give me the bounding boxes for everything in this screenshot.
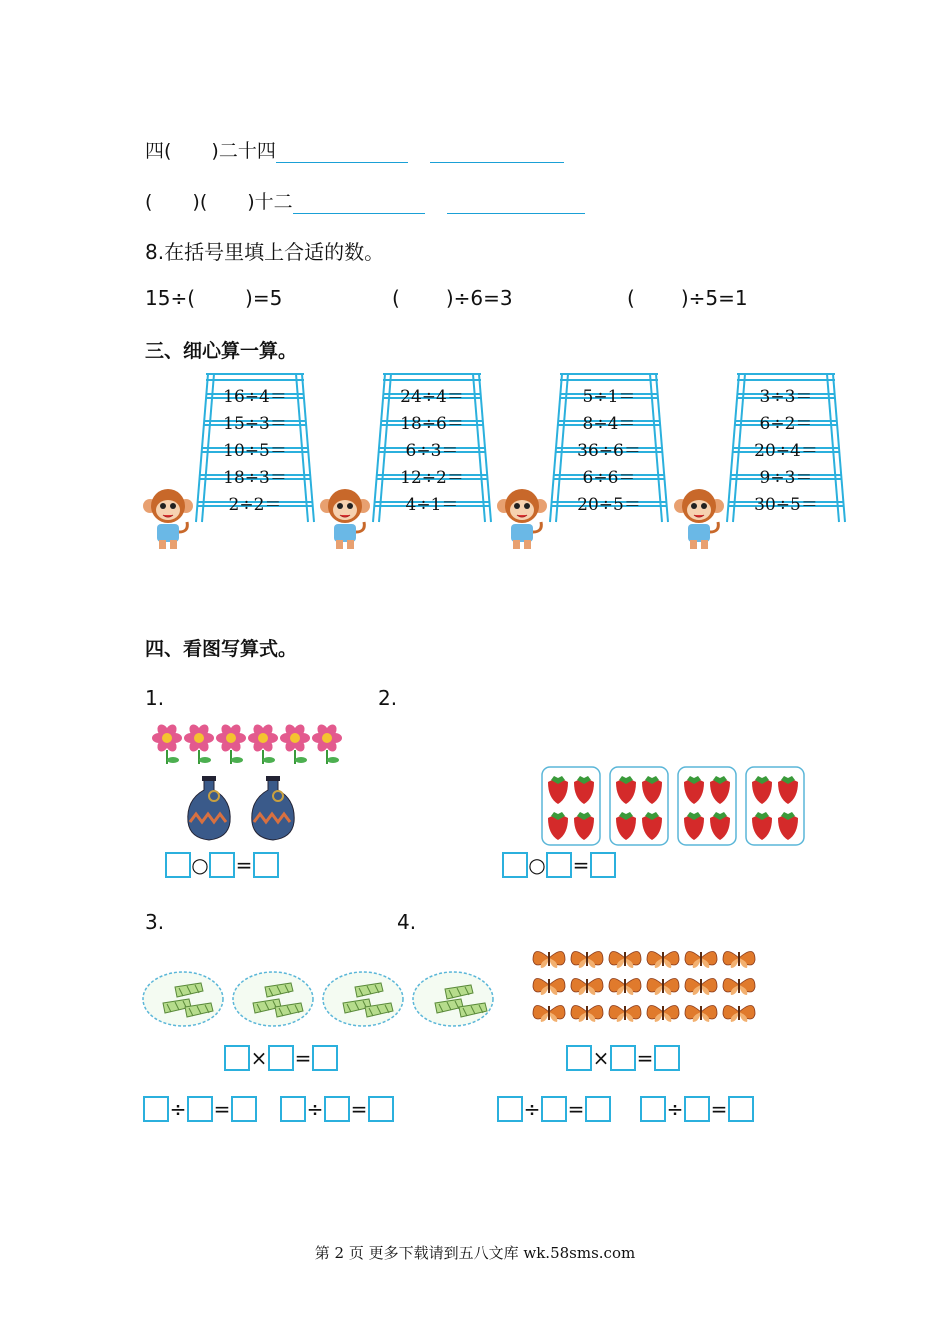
- equation-row-q3-div-1: [143, 1096, 257, 1122]
- answer-box[interactable]: [268, 1045, 294, 1071]
- butterfly-icon: [647, 1005, 679, 1022]
- answer-box[interactable]: [224, 1045, 250, 1071]
- butterfly-icon: [609, 951, 641, 968]
- equation-row-q3-div-2: [280, 1096, 394, 1122]
- ladder-1-problem-2: 15÷3＝: [223, 414, 287, 434]
- times-sign: ×: [592, 1046, 610, 1070]
- divide-sign: ÷: [666, 1097, 684, 1121]
- ladder-3-problem-1: 5÷1＝: [582, 387, 636, 407]
- answer-box[interactable]: [143, 1096, 169, 1122]
- answer-box[interactable]: [566, 1045, 592, 1071]
- equals-sign: =: [572, 853, 590, 877]
- flower-icon: [152, 723, 182, 764]
- monkey-icon: [496, 484, 548, 550]
- ladder-3-problem-3: 36÷6＝: [577, 441, 641, 461]
- equation-row-q4-div-1: [497, 1096, 611, 1122]
- times-sign: ×: [250, 1046, 268, 1070]
- equals-sign: =: [213, 1097, 231, 1121]
- monkey-icon: [673, 484, 725, 550]
- ladder-1-problem-4: 18÷3＝: [223, 468, 287, 488]
- ladder-1-problem-5: 2÷2＝: [228, 495, 282, 515]
- butterfly-icon: [533, 951, 565, 968]
- q8-item-2: [392, 286, 513, 310]
- answer-box[interactable]: [502, 852, 528, 878]
- bamboo-plates-image: [140, 968, 500, 1030]
- flower-icon: [184, 723, 214, 764]
- fill-line-1-prefix: 四(: [145, 140, 172, 162]
- answer-box[interactable]: [640, 1096, 666, 1122]
- question-1-number: 1.: [145, 686, 165, 710]
- answer-blank[interactable]: [430, 144, 564, 163]
- strawberry-box: [542, 767, 600, 845]
- divide-sign: ÷: [306, 1097, 324, 1121]
- butterfly-icon: [647, 978, 679, 995]
- strawberry-box: [746, 767, 804, 845]
- ladder-2-problem-4: 12÷2＝: [400, 468, 464, 488]
- answer-box[interactable]: [684, 1096, 710, 1122]
- ladder-1: [192, 372, 318, 526]
- section-3-title: 三、细心算一算。: [145, 340, 298, 362]
- answer-box[interactable]: [728, 1096, 754, 1122]
- equation-row-q1: [165, 852, 279, 878]
- butterfly-icon: [609, 978, 641, 995]
- question-4-number: 4.: [397, 910, 417, 934]
- ladder-4: [723, 372, 849, 526]
- bamboo-plate: [233, 972, 313, 1026]
- butterfly-icon: [571, 951, 603, 968]
- ladder-4-problem-5: 30÷5＝: [754, 495, 818, 515]
- fill-line-1-suffix: )二十四: [211, 140, 276, 162]
- answer-box[interactable]: [253, 852, 279, 878]
- ladder-1-problem-1: 16÷4＝: [223, 387, 287, 407]
- butterfly-icon: [685, 951, 717, 968]
- equals-sign: =: [710, 1097, 728, 1121]
- question-2-number: 2.: [378, 686, 398, 710]
- ladder-3-problem-5: 20÷5＝: [577, 495, 641, 515]
- equals-sign: =: [636, 1046, 654, 1070]
- equals-sign: =: [350, 1097, 368, 1121]
- answer-box[interactable]: [187, 1096, 213, 1122]
- q8-item-2-right: )÷6=3: [445, 286, 513, 310]
- ladder-2-problem-1: 24÷4＝: [400, 387, 464, 407]
- equals-sign: =: [294, 1046, 312, 1070]
- fill-line-2-prefix: (: [145, 191, 153, 213]
- fill-line-2-middle: )(: [192, 191, 208, 213]
- q8-item-2-left: (: [392, 286, 400, 310]
- ladder-4-problem-2: 6÷2＝: [759, 414, 813, 434]
- butterfly-icon: [571, 1005, 603, 1022]
- strawberries-image: [540, 766, 808, 848]
- fill-line-1: [145, 136, 564, 163]
- butterfly-icon: [609, 1005, 641, 1022]
- answer-box[interactable]: [368, 1096, 394, 1122]
- question-3-number: 3.: [145, 910, 165, 934]
- fill-line-2-suffix: )十二: [247, 191, 293, 213]
- answer-blank[interactable]: [447, 195, 585, 214]
- answer-box[interactable]: [231, 1096, 257, 1122]
- ladder-3-problem-2: 8÷4＝: [582, 414, 636, 434]
- section-4-title: 四、看图写算式。: [145, 638, 298, 660]
- butterfly-icon: [533, 1005, 565, 1022]
- q8-item-1-left: 15÷(: [145, 286, 196, 310]
- q8-item-3-left: (: [627, 286, 635, 310]
- bamboo-plate: [143, 972, 223, 1026]
- q8-item-1-right: )=5: [245, 286, 283, 310]
- butterfly-icon: [723, 1005, 755, 1022]
- q8-item-3: [627, 286, 748, 310]
- answer-blank[interactable]: [293, 195, 425, 214]
- ladder-1-problem-3: 10÷5＝: [223, 441, 287, 461]
- butterflies-image: [530, 944, 766, 1026]
- page-footer: 第 2 页 更多下载请到五八文库 wk.58sms.com: [314, 1244, 636, 1262]
- vases-image: [180, 774, 310, 844]
- equals-sign: =: [235, 853, 253, 877]
- answer-box[interactable]: [546, 852, 572, 878]
- flower-icon: [248, 723, 278, 764]
- operator-circle[interactable]: ○: [191, 853, 209, 877]
- divide-sign: ÷: [523, 1097, 541, 1121]
- answer-blank[interactable]: [276, 144, 408, 163]
- ladder-2-problem-2: 18÷6＝: [400, 414, 464, 434]
- answer-box[interactable]: [541, 1096, 567, 1122]
- butterfly-icon: [533, 978, 565, 995]
- q8-title: 8.在括号里填上合适的数。: [145, 240, 385, 264]
- equation-row-q2: [502, 852, 616, 878]
- answer-box[interactable]: [497, 1096, 523, 1122]
- equals-sign: =: [567, 1097, 585, 1121]
- answer-box[interactable]: [165, 852, 191, 878]
- answer-box[interactable]: [590, 852, 616, 878]
- equation-row-q4-mult: [566, 1045, 680, 1071]
- answer-box[interactable]: [585, 1096, 611, 1122]
- answer-box[interactable]: [209, 852, 235, 878]
- strawberry-box: [678, 767, 736, 845]
- ladder-2-problem-5: 4÷1＝: [405, 495, 459, 515]
- equation-row-q3-mult: [224, 1045, 338, 1071]
- divide-sign: ÷: [169, 1097, 187, 1121]
- bamboo-plate: [413, 972, 493, 1026]
- butterfly-icon: [723, 978, 755, 995]
- butterfly-icon: [685, 978, 717, 995]
- strawberry-box: [610, 767, 668, 845]
- answer-box[interactable]: [312, 1045, 338, 1071]
- equation-row-q4-div-2: [640, 1096, 754, 1122]
- butterfly-icon: [685, 1005, 717, 1022]
- answer-box[interactable]: [324, 1096, 350, 1122]
- ladder-2: [369, 372, 495, 526]
- monkey-icon: [142, 484, 194, 550]
- butterfly-icon: [571, 978, 603, 995]
- ladder-3-problem-4: 6÷6＝: [582, 468, 636, 488]
- q8-item-3-right: )÷5=1: [680, 286, 748, 310]
- ladder-4-problem-1: 3÷3＝: [759, 387, 813, 407]
- ladder-4-problem-4: 9÷3＝: [759, 468, 813, 488]
- ladder-4-problem-3: 20÷4＝: [754, 441, 818, 461]
- monkey-icon: [319, 484, 371, 550]
- answer-box[interactable]: [610, 1045, 636, 1071]
- ladder-2-problem-3: 6÷3＝: [405, 441, 459, 461]
- flower-icon: [216, 723, 246, 764]
- butterfly-icon: [723, 951, 755, 968]
- flowers-image: [150, 718, 350, 764]
- q8-item-1: [145, 286, 282, 310]
- butterfly-icon: [647, 951, 679, 968]
- operator-circle[interactable]: ○: [528, 853, 546, 877]
- fill-line-2: [145, 187, 585, 214]
- bamboo-plate: [323, 972, 403, 1026]
- flower-icon: [280, 723, 310, 764]
- ladder-3: [546, 372, 672, 526]
- answer-box[interactable]: [654, 1045, 680, 1071]
- answer-box[interactable]: [280, 1096, 306, 1122]
- flower-icon: [312, 723, 342, 764]
